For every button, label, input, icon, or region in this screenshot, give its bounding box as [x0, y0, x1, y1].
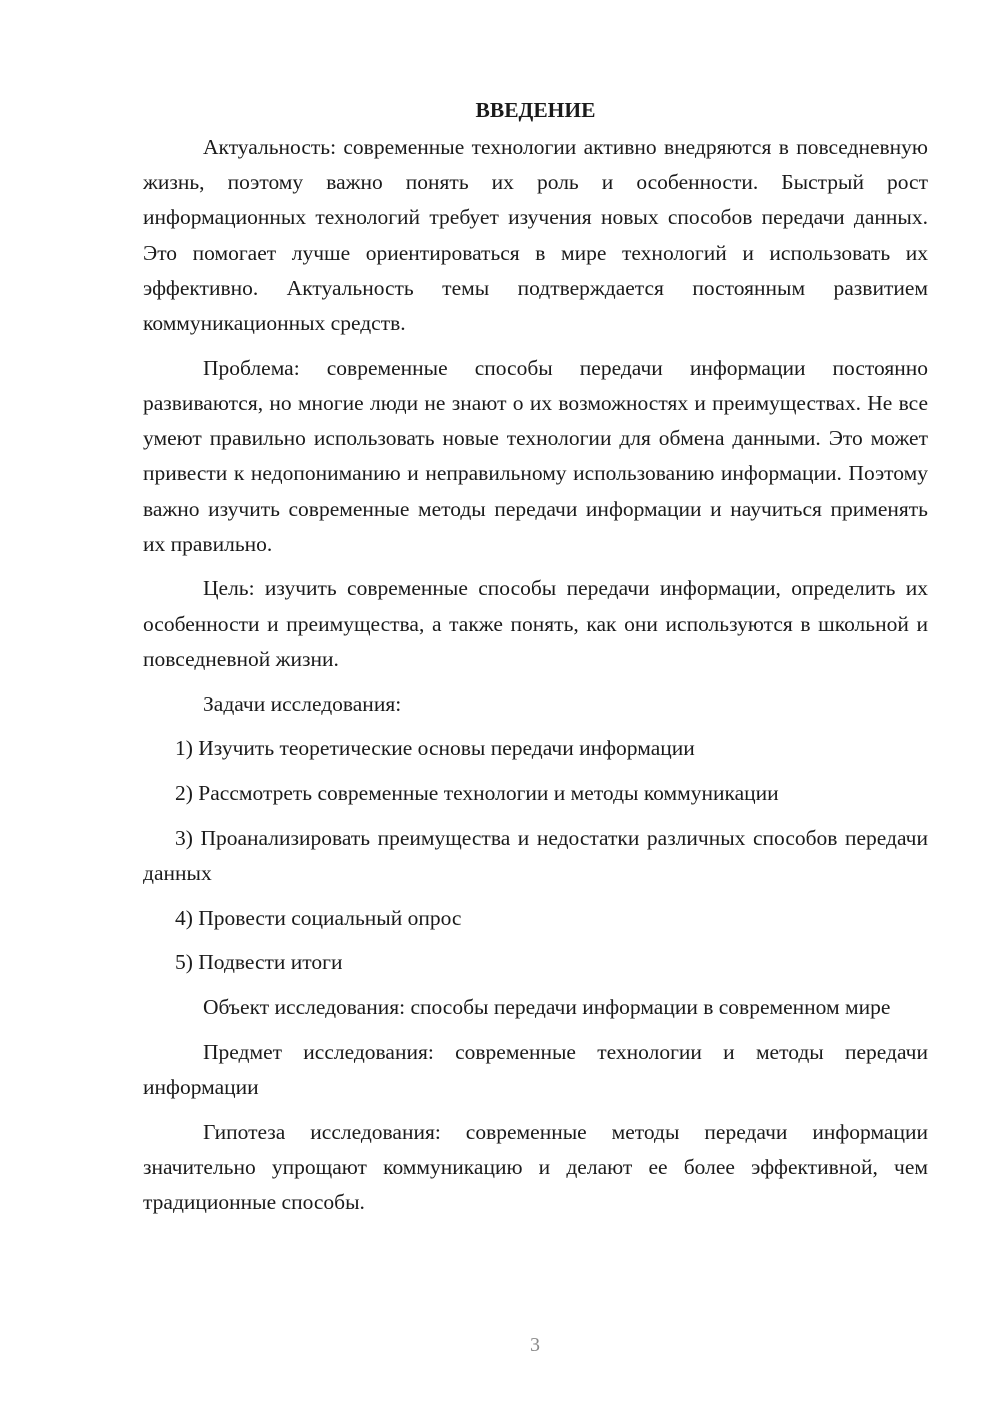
paragraph-subject: Предмет исследования: современные технологии и методы передачи информации: [143, 1039, 928, 1099]
list-item: 1) Изучить теоретические основы передачи информации: [175, 736, 695, 761]
paragraph-hypothesis: Гипотеза исследования: современные методы передачи информации значительно упрощают коммуникацию и делают ее более эффективной, чем традиционные способы.: [143, 1119, 928, 1214]
document-page: [143, 92, 928, 1230]
paragraph-relevance: Актуальность: современные технологии активно внедряются в повседневную жизнь, поэтому важно понять их роль и особенности. Быстрый рост информационных технологий требует изучения новых способов передачи данных. Это помогает лучше ориентироваться в мире технологий и использовать их эффективно. Актуальность темы подтверждается постоянным развитием коммуникационных средств.: [143, 135, 928, 336]
list-item: 2) Рассмотреть современные технологии и методы коммуникации: [175, 780, 779, 805]
list-item: 5) Подвести итоги: [175, 950, 343, 975]
paragraph-object: Объект исследования: способы передачи информации в современном мире: [203, 994, 891, 1019]
tasks-heading: Задачи исследования:: [203, 691, 402, 716]
page-number: 3: [530, 1334, 540, 1356]
paragraph-goal: Цель: изучить современные способы передачи информации, определить их особенности и преимущества, а также понять, как они используются в школьной и повседневной жизни.: [143, 576, 928, 671]
paragraph-problem: Проблема: современные способы передачи информации постоянно развиваются, но многие люди не знают о их возможностях и преимуществах. Не все умеют правильно использовать новые технологии для обмена данными. Это может привести к недопониманию и неправильному использованию информации. Поэтому важно изучить современные методы передачи информации и научиться применять их правильно.: [143, 355, 928, 556]
page-title: ВВЕДЕНИЕ: [475, 98, 596, 122]
list-item: 3) Проанализировать преимущества и недостатки различных способов передачи данных: [143, 825, 928, 885]
list-item: 4) Провести социальный опрос: [175, 905, 462, 930]
